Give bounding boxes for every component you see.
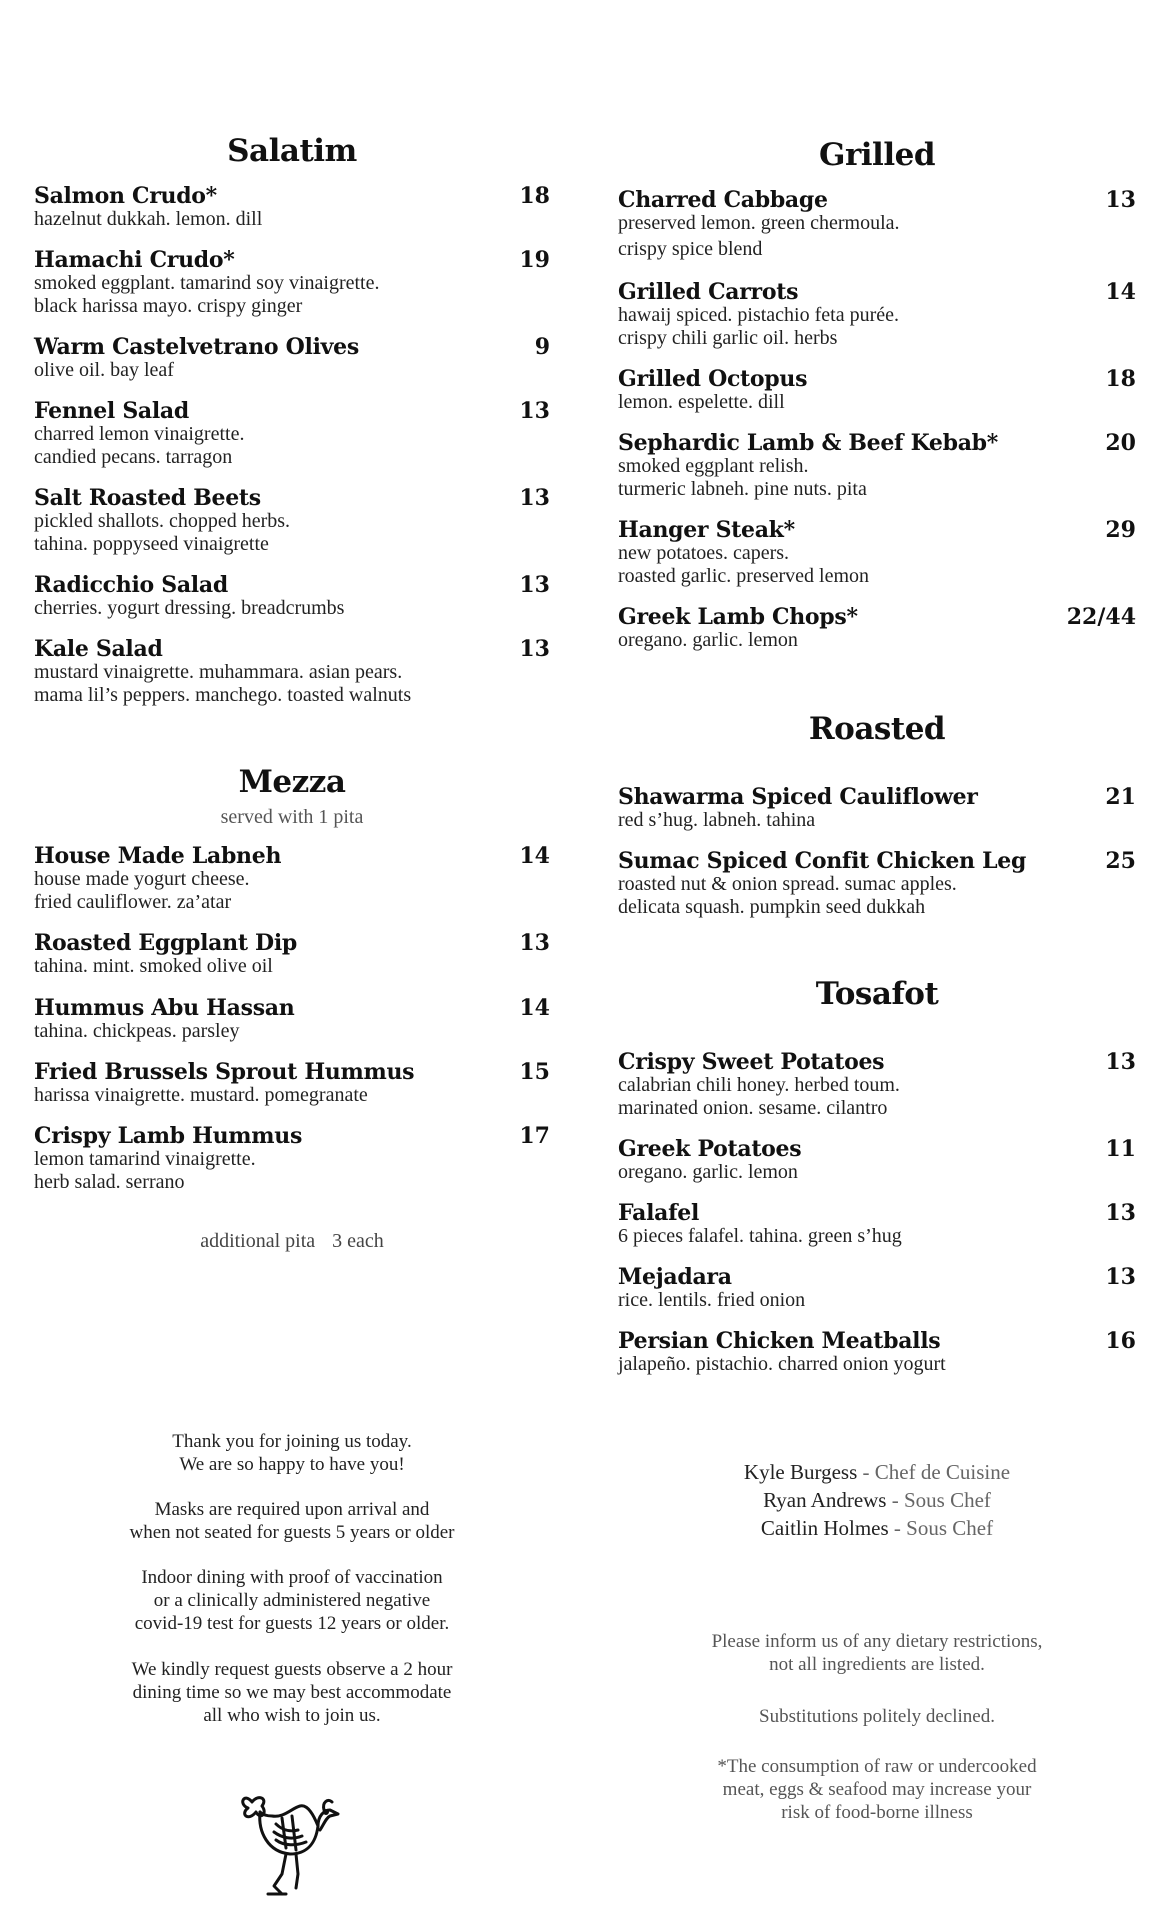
- item-price: 13: [519, 398, 550, 424]
- item-price: 13: [519, 930, 550, 956]
- item-price: 13: [1105, 1264, 1136, 1290]
- menu-item: [618, 605, 1136, 652]
- staff-line: [618, 1486, 1136, 1514]
- item-price: 22/44: [1066, 604, 1136, 630]
- item-name: Shawarma Spiced Cauliflower: [618, 784, 978, 810]
- menu-item: [34, 573, 550, 620]
- note-line: We kindly request guests observe a 2 hour: [131, 1659, 453, 1680]
- grilled-title: Grilled: [818, 137, 936, 173]
- note-line: dining time so we may best accommodate: [132, 1682, 452, 1703]
- staff-role: - Sous Chef: [886, 1488, 991, 1512]
- item-desc: fried cauliflower. za’atar: [34, 891, 232, 913]
- raw-food-warning: [618, 1755, 1136, 1824]
- additional-pita-price: 3 each: [332, 1230, 384, 1252]
- menu-item: [34, 248, 550, 318]
- staff-name: Caitlin Holmes: [760, 1516, 889, 1540]
- staff-credits: [618, 1458, 1136, 1542]
- item-price: 20: [1105, 430, 1136, 456]
- item-name: Radicchio Salad: [34, 572, 228, 598]
- item-desc: lemon. espelette. dill: [618, 391, 785, 413]
- menu-item: [618, 280, 1136, 350]
- menu-item: [34, 1060, 550, 1107]
- item-desc: smoked eggplant relish.: [618, 455, 809, 477]
- menu-item: [618, 1137, 1136, 1184]
- item-name: Hamachi Crudo*: [34, 247, 235, 273]
- item-desc: crispy chili garlic oil. herbs: [618, 327, 838, 349]
- item-desc: oregano. garlic. lemon: [618, 629, 798, 651]
- item-desc: turmeric labneh. pine nuts. pita: [618, 478, 867, 500]
- item-desc: mama lil’s peppers. manchego. toasted walnuts: [34, 684, 412, 706]
- item-price: 19: [519, 247, 550, 273]
- item-price: 18: [1105, 366, 1136, 392]
- roasted-title: Roasted: [808, 711, 946, 747]
- item-name: Fried Brussels Sprout Hummus: [34, 1059, 415, 1085]
- item-desc: new potatoes. capers.: [618, 542, 790, 564]
- item-price: 13: [519, 572, 550, 598]
- item-desc: tahina. mint. smoked olive oil: [34, 955, 273, 977]
- item-desc: crispy spice blend: [618, 238, 763, 260]
- substitutions-note: [618, 1705, 1136, 1728]
- item-desc: calabrian chili honey. herbed toum.: [618, 1074, 900, 1096]
- note-line: *The consumption of raw or undercooked: [717, 1756, 1037, 1777]
- additional-pita-label: additional pita: [200, 1230, 316, 1252]
- item-desc: delicata squash. pumpkin seed dukkah: [618, 896, 926, 918]
- item-price: 13: [519, 485, 550, 511]
- menu-item: [34, 931, 550, 978]
- menu-item: [618, 518, 1136, 588]
- item-name: Warm Castelvetrano Olives: [34, 334, 359, 360]
- mask-note: [34, 1498, 550, 1544]
- item-desc: tahina. chickpeas. parsley: [34, 1020, 240, 1042]
- staff-line: [618, 1458, 1136, 1486]
- note-line: Thank you for joining us today.: [172, 1431, 412, 1452]
- dietary-note: [618, 1630, 1136, 1676]
- item-price: 9: [534, 334, 550, 360]
- menu-item: [34, 184, 550, 231]
- item-name: Charred Cabbage: [618, 187, 828, 213]
- note-line: Indoor dining with proof of vaccination: [141, 1567, 443, 1588]
- item-desc: house made yogurt cheese.: [34, 868, 250, 890]
- item-name: Mejadara: [618, 1264, 732, 1290]
- staff-line: [618, 1514, 1136, 1542]
- item-desc: black harissa mayo. crispy ginger: [34, 295, 303, 317]
- dining-time-note: [34, 1658, 550, 1727]
- note-line: risk of food-borne illness: [781, 1802, 973, 1823]
- menu-item: [618, 188, 1136, 263]
- item-name: Sephardic Lamb & Beef Kebab*: [618, 430, 998, 456]
- vaccination-note: [34, 1566, 550, 1635]
- item-name: Falafel: [618, 1200, 700, 1226]
- staff-name: Ryan Andrews: [763, 1488, 887, 1512]
- item-desc: lemon tamarind vinaigrette.: [34, 1148, 256, 1170]
- item-name: Greek Potatoes: [618, 1136, 802, 1162]
- item-name: Salt Roasted Beets: [34, 485, 261, 511]
- item-price: 21: [1105, 784, 1136, 810]
- item-price: 16: [1105, 1328, 1136, 1354]
- item-desc: pickled shallots. chopped herbs.: [34, 510, 291, 532]
- menu-item: [34, 399, 550, 469]
- welcome-note: [34, 1430, 550, 1476]
- item-price: 13: [1105, 187, 1136, 213]
- item-price: 13: [1105, 1200, 1136, 1226]
- note-line: or a clinically administered negative: [153, 1590, 431, 1611]
- item-desc: hawaij spiced. pistachio feta purée.: [618, 304, 899, 326]
- item-desc: harissa vinaigrette. mustard. pomegranate: [34, 1084, 368, 1106]
- mezza-title: Mezza: [238, 764, 346, 800]
- note-line: Substitutions politely declined.: [759, 1706, 995, 1727]
- menu-item: [618, 1201, 1136, 1248]
- menu-item: [618, 1050, 1136, 1120]
- menu-item: [34, 486, 550, 556]
- item-name: Grilled Octopus: [618, 366, 808, 392]
- item-price: 14: [519, 843, 550, 869]
- item-name: Roasted Eggplant Dip: [34, 930, 297, 956]
- item-name: Persian Chicken Meatballs: [618, 1328, 941, 1354]
- item-desc: smoked eggplant. tamarind soy vinaigrette.: [34, 272, 380, 294]
- menu-item: [34, 844, 550, 914]
- note-line: when not seated for guests 5 years or older: [129, 1522, 455, 1543]
- item-desc: olive oil. bay leaf: [34, 359, 174, 381]
- item-desc: marinated onion. sesame. cilantro: [618, 1097, 888, 1119]
- item-price: 29: [1105, 517, 1136, 543]
- item-desc: cherries. yogurt dressing. breadcrumbs: [34, 597, 345, 619]
- item-name: Crispy Lamb Hummus: [34, 1123, 303, 1149]
- item-price: 14: [519, 995, 550, 1021]
- item-name: Grilled Carrots: [618, 279, 799, 305]
- note-line: We are so happy to have you!: [179, 1454, 405, 1475]
- item-desc: candied pecans. tarragon: [34, 446, 233, 468]
- item-desc: preserved lemon. green chermoula.: [618, 212, 900, 234]
- item-name: Hummus Abu Hassan: [34, 995, 295, 1021]
- additional-pita: [34, 1230, 550, 1253]
- tosafot-title: Tosafot: [815, 976, 939, 1012]
- item-price: 14: [1105, 279, 1136, 305]
- item-price: 17: [519, 1123, 550, 1149]
- item-name: Greek Lamb Chops*: [618, 604, 858, 630]
- item-desc: charred lemon vinaigrette.: [34, 423, 245, 445]
- item-desc: roasted nut & onion spread. sumac apples.: [618, 873, 957, 895]
- item-desc: rice. lentils. fried onion: [618, 1289, 806, 1311]
- note-line: all who wish to join us.: [203, 1705, 381, 1726]
- item-name: Sumac Spiced Confit Chicken Leg: [618, 848, 1027, 874]
- note-line: covid-19 test for guests 12 years or older.: [134, 1613, 450, 1634]
- menu-item: [34, 1124, 550, 1194]
- item-name: Kale Salad: [34, 636, 163, 662]
- item-price: 25: [1105, 848, 1136, 874]
- item-desc: roasted garlic. preserved lemon: [618, 565, 870, 587]
- item-desc: jalapeño. pistachio. charred onion yogurt: [618, 1353, 946, 1375]
- note-line: meat, eggs & seafood may increase your: [722, 1779, 1032, 1800]
- item-price: 11: [1105, 1136, 1136, 1162]
- menu-item: [618, 1265, 1136, 1312]
- note-line: Please inform us of any dietary restrictions,: [711, 1631, 1043, 1652]
- item-desc: mustard vinaigrette. muhammara. asian pears.: [34, 661, 403, 683]
- menu-item: [618, 849, 1136, 919]
- item-desc: hazelnut dukkah. lemon. dill: [34, 208, 263, 230]
- menu-item: [618, 431, 1136, 501]
- note-line: not all ingredients are listed.: [769, 1654, 985, 1675]
- item-name: House Made Labneh: [34, 843, 282, 869]
- staff-role: - Chef de Cuisine: [857, 1460, 1011, 1484]
- item-desc: red s’hug. labneh. tahina: [618, 809, 816, 831]
- item-name: Hanger Steak*: [618, 517, 795, 543]
- salatim-title: Salatim: [227, 133, 357, 169]
- note-line: Masks are required upon arrival and: [154, 1499, 430, 1520]
- menu-item: [618, 1329, 1136, 1376]
- mezza-subtitle: served with 1 pita: [220, 806, 364, 828]
- item-name: Salmon Crudo*: [34, 183, 217, 209]
- item-name: Fennel Salad: [34, 398, 189, 424]
- menu-item: [34, 637, 550, 707]
- item-price: 13: [1105, 1049, 1136, 1075]
- item-desc: 6 pieces falafel. tahina. green s’hug: [618, 1225, 902, 1247]
- item-price: 13: [519, 636, 550, 662]
- menu-item: [618, 367, 1136, 414]
- menu-item: [34, 996, 550, 1043]
- item-desc: oregano. garlic. lemon: [618, 1161, 798, 1183]
- menu-item: [34, 335, 550, 382]
- menu-item: [618, 785, 1136, 832]
- staff-name: Kyle Burgess: [743, 1460, 858, 1484]
- item-desc: tahina. poppyseed vinaigrette: [34, 533, 269, 555]
- bird-logo-icon: [238, 1790, 344, 1900]
- item-price: 18: [519, 183, 550, 209]
- item-desc: herb salad. serrano: [34, 1171, 185, 1193]
- item-price: 15: [519, 1059, 550, 1085]
- item-name: Crispy Sweet Potatoes: [618, 1049, 885, 1075]
- staff-role: - Sous Chef: [888, 1516, 994, 1540]
